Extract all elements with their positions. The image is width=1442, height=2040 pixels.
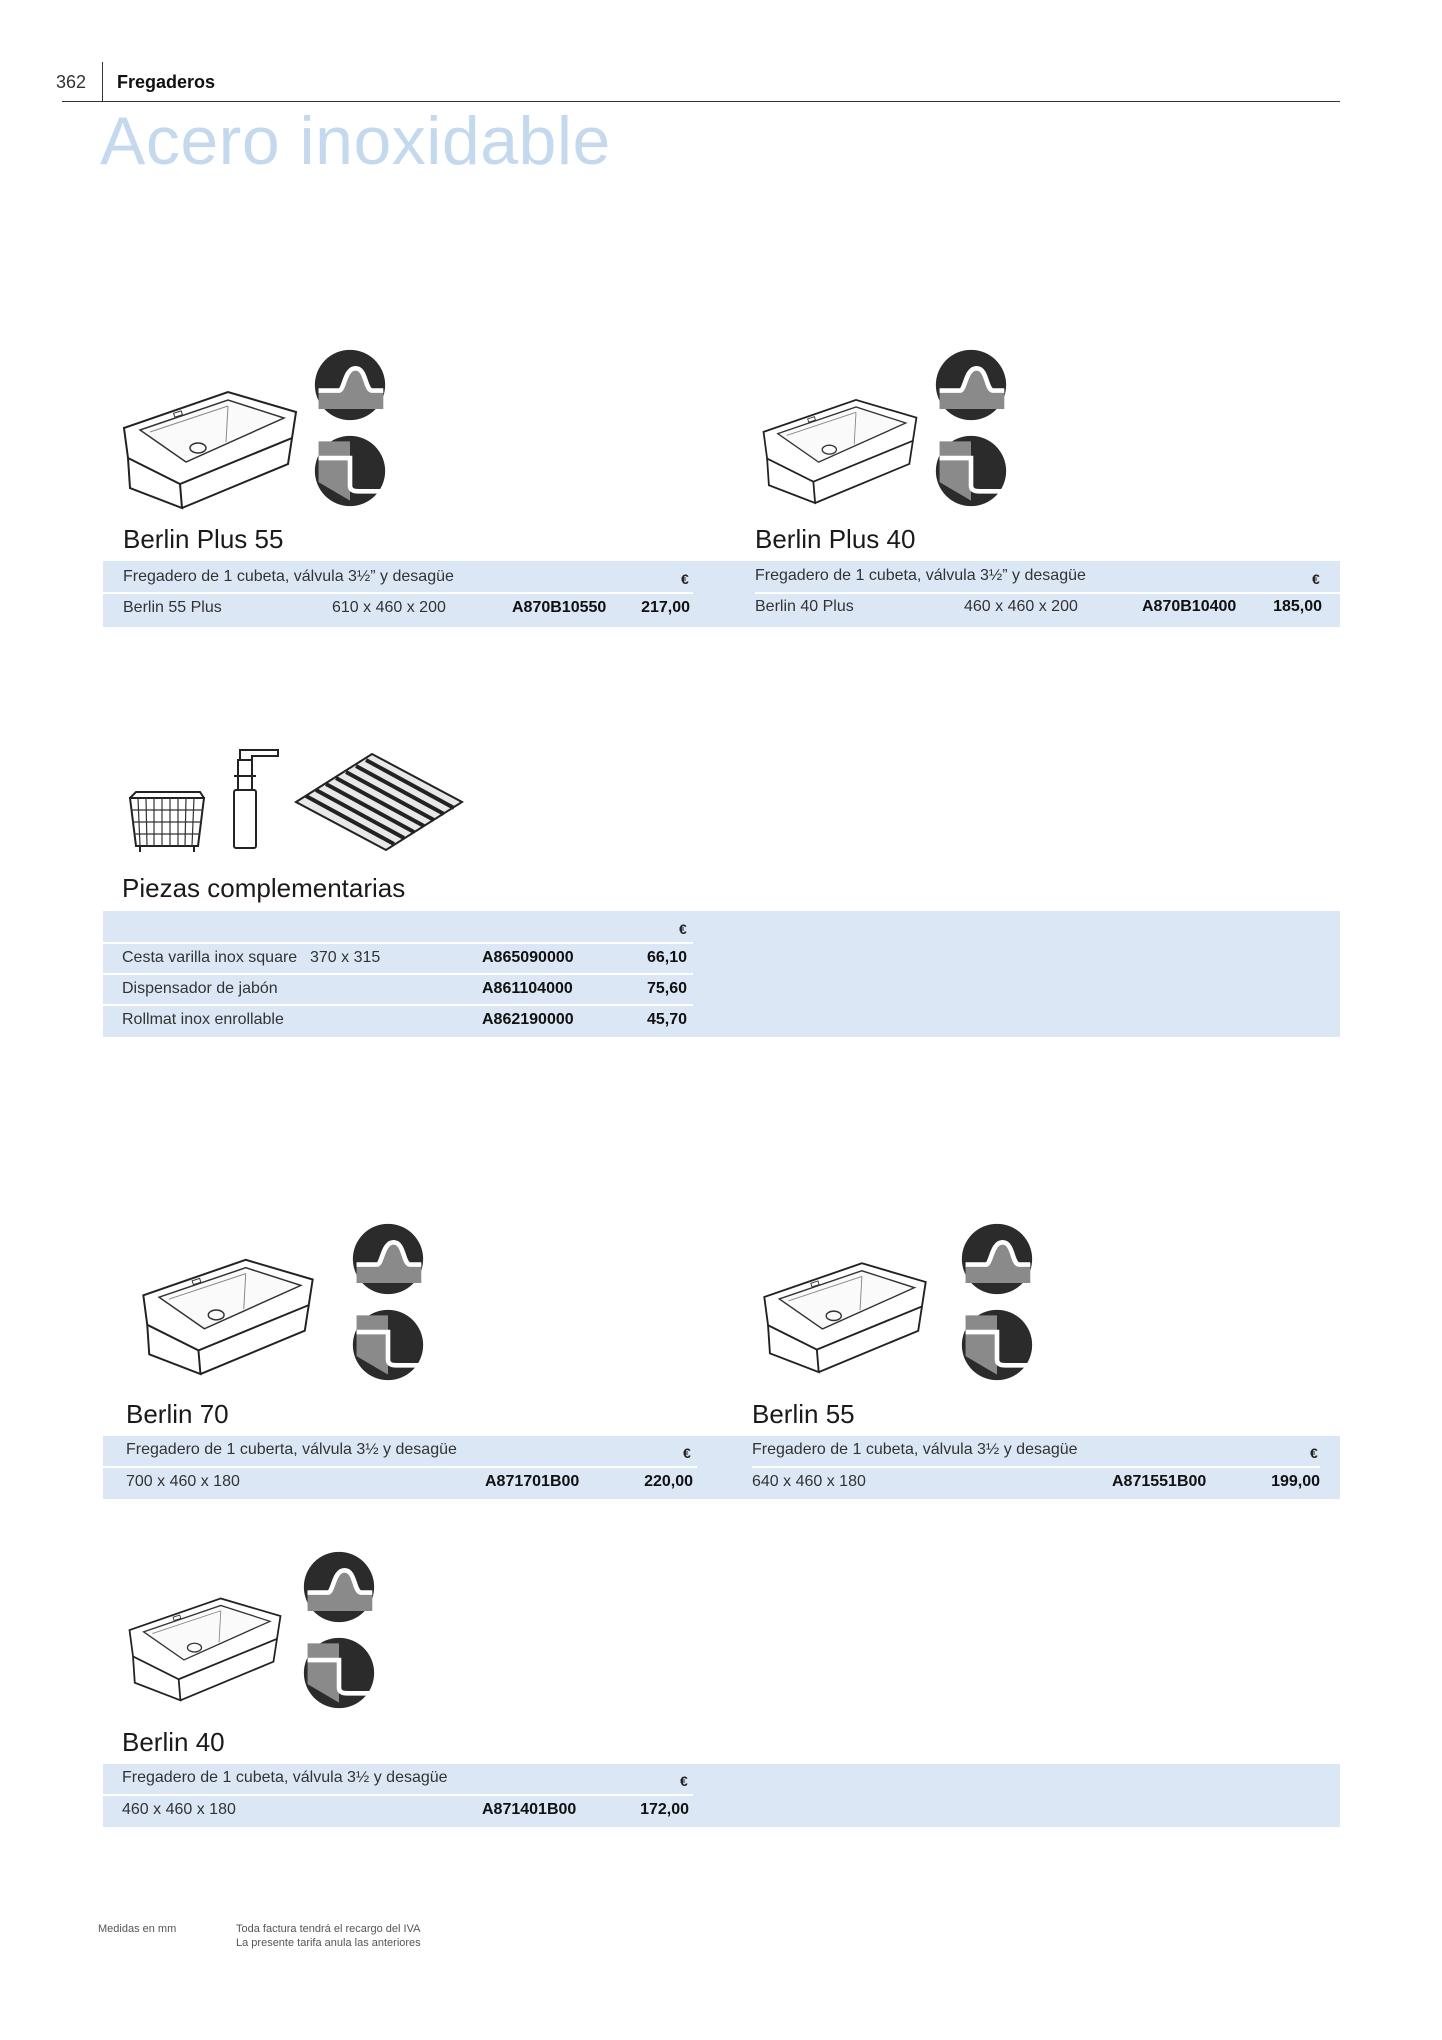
footer-vat-note: Toda factura tendrá el recargo del IVA [236, 1923, 421, 1935]
sink-image-berlin-plus-55 [120, 380, 300, 510]
currency-label: € [1310, 1445, 1318, 1461]
mount-under-icon [960, 1308, 1034, 1382]
section-label: Fregaderos [117, 72, 216, 92]
mount-top-icon [934, 348, 1008, 422]
product-code: A871401B00 [482, 1801, 577, 1818]
product-title: Berlin 70 [126, 1399, 229, 1429]
model-name: Berlin 55 Plus [123, 599, 222, 616]
mount-under-icon [302, 1636, 376, 1710]
mount-under-icon [934, 434, 1008, 508]
product-title: Berlin Plus 40 [755, 524, 916, 554]
product-description: Fregadero de 1 cubeta, válvula 3½ y desagüe [122, 1769, 448, 1786]
section-title: Piezas complementarias [122, 873, 406, 903]
sink-image-berlin-40 [126, 1585, 284, 1705]
mount-top-icon [313, 348, 387, 422]
mount-under-icon [313, 434, 387, 508]
currency-label: € [680, 1773, 688, 1789]
sink-image-berlin-55 [755, 1252, 935, 1374]
product-code: A870B10550 [512, 599, 607, 616]
soap-dispenser-image [228, 746, 286, 850]
footer-tariff-note: La presente tarifa anula las anteriores [236, 1937, 421, 1949]
product-description: Fregadero de 1 cubeta, válvula 3½” y desagüe [123, 568, 454, 585]
dimensions: 460 x 460 x 200 [964, 598, 1078, 615]
price: 172,00 [640, 1801, 689, 1818]
product-code: A871701B00 [485, 1473, 580, 1490]
product-title: Berlin Plus 55 [123, 524, 284, 554]
mount-top-icon [351, 1222, 425, 1296]
price: 199,00 [1271, 1473, 1320, 1490]
dimensions: 460 x 460 x 180 [122, 1801, 236, 1818]
model-name: Berlin 40 Plus [755, 598, 854, 615]
accessory-name: Dispensador de jabón [122, 980, 278, 997]
product-code: A870B10400 [1142, 598, 1237, 615]
mount-top-icon [302, 1550, 376, 1624]
accessory-code: A861104000 [482, 980, 573, 997]
accessory-price: 45,70 [646, 1011, 687, 1028]
currency-label: € [681, 571, 689, 587]
sink-image-berlin-70 [128, 1248, 328, 1376]
currency-label: € [683, 1445, 691, 1461]
footer-units-note: Medidas en mm [98, 1923, 177, 1935]
page-title: Acero inoxidable [100, 103, 611, 179]
dimensions: 640 x 460 x 180 [752, 1473, 866, 1490]
rollmat-image [294, 752, 464, 852]
basket-image [126, 790, 208, 852]
accessory-code: A865090000 [482, 949, 574, 966]
page-number: 362 [56, 72, 87, 92]
price: 217,00 [641, 599, 690, 616]
accessory-price: 75,60 [646, 980, 687, 997]
accessory-price: 66,10 [646, 949, 687, 966]
currency-label: € [679, 921, 687, 937]
accessory-name: Rollmat inox enrollable [122, 1011, 284, 1028]
product-description: Fregadero de 1 cubeta, válvula 3½ y desagüe [752, 1441, 1078, 1458]
price: 220,00 [644, 1473, 693, 1490]
dimensions: 610 x 460 x 200 [332, 599, 446, 616]
product-title: Berlin 40 [122, 1727, 225, 1757]
product-code: A871551B00 [1112, 1473, 1207, 1490]
accessory-name: Cesta varilla inox square [122, 949, 298, 966]
dimensions: 700 x 460 x 180 [126, 1473, 240, 1490]
currency-label: € [1312, 571, 1320, 587]
price: 185,00 [1273, 598, 1322, 615]
mount-top-icon [960, 1222, 1034, 1296]
accessory-code: A862190000 [482, 1011, 574, 1028]
sink-image-berlin-plus-40 [760, 388, 920, 506]
accessory-dimensions: 370 x 315 [310, 949, 381, 966]
mount-under-icon [351, 1308, 425, 1382]
product-title: Berlin 55 [752, 1399, 855, 1429]
header-separator [102, 62, 103, 102]
product-description: Fregadero de 1 cubeta, válvula 3½” y desagüe [755, 567, 1086, 584]
product-description: Fregadero de 1 cuberta, válvula 3½ y desagüe [126, 1441, 457, 1458]
